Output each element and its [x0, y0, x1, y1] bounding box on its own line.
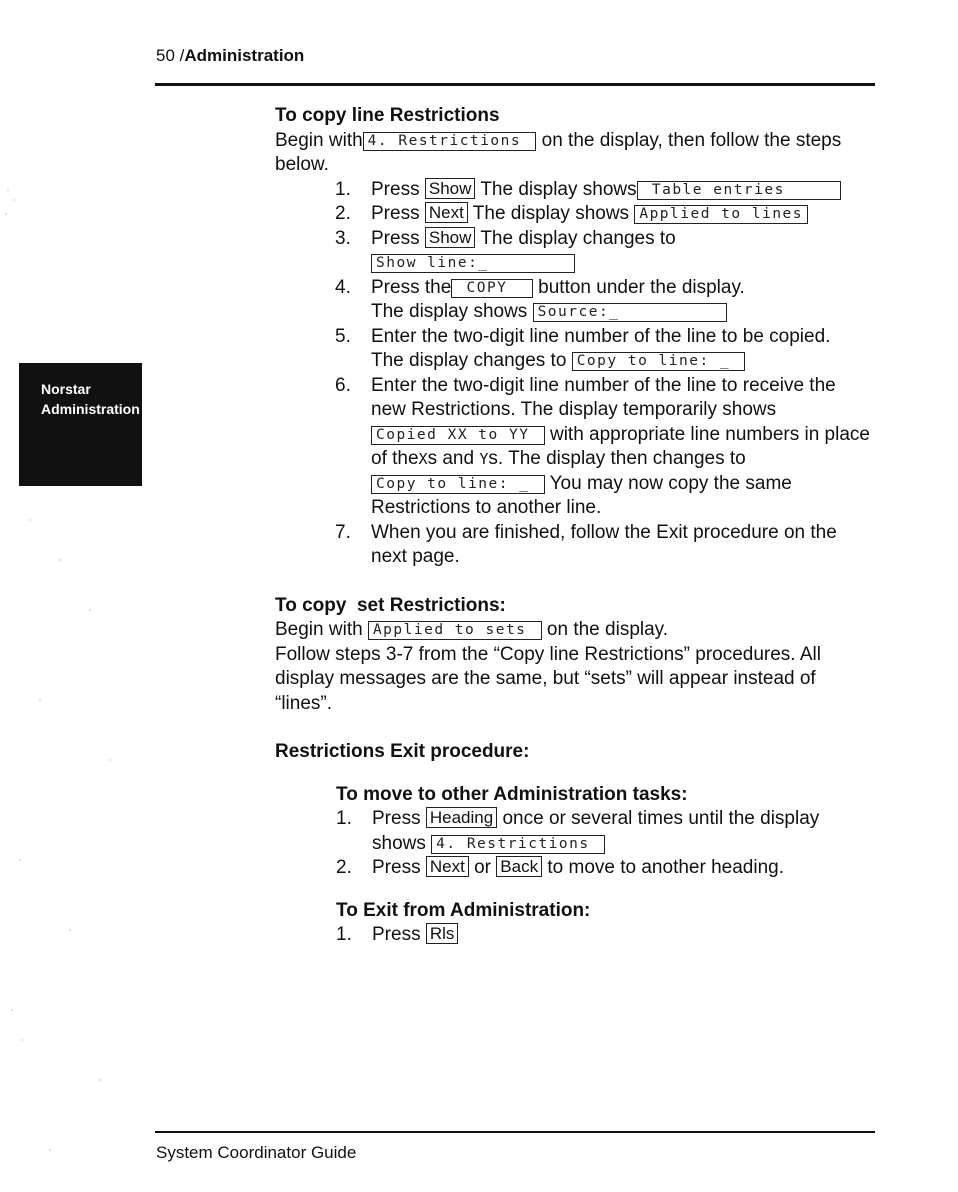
section-tab: [19, 363, 142, 486]
copy-sets-intro: [275, 618, 875, 643]
step-text: once or several times until the display: [502, 808, 820, 829]
page-number: 50 /: [156, 46, 185, 65]
lcd-display: Copy to line: _: [572, 352, 746, 371]
exit-heading: Restrictions Exit procedure:: [275, 741, 530, 762]
step-text: The display shows: [480, 178, 637, 200]
header-rule: [155, 83, 875, 86]
lcd-display: Copied XX to YY: [371, 426, 545, 445]
step-number: 3.: [335, 227, 351, 249]
step-text: Press: [372, 857, 421, 878]
step-text: with appropriate line numbers in place of the: [371, 423, 870, 469]
step-6: [275, 374, 875, 521]
lcd-display: 4. Restrictions: [431, 835, 605, 854]
next-key: Next: [425, 202, 468, 223]
step-number: 1.: [335, 178, 351, 200]
move-heading: To move to other Administration tasks:: [336, 783, 688, 805]
step-text: Press: [372, 924, 421, 945]
step-text: or: [474, 857, 492, 878]
lcd-display: Applied to lines: [634, 205, 808, 224]
step-number: 4.: [335, 276, 351, 298]
step-text: s and: [427, 448, 475, 469]
step-text: Press: [372, 808, 421, 829]
step-text: s. The display then changes to: [488, 448, 746, 469]
exit-steps: [336, 923, 875, 948]
intro-text: Begin with: [275, 619, 363, 640]
step-text: The display changes to: [480, 227, 676, 249]
intro-text: Begin with: [275, 129, 363, 151]
step-number: 5.: [335, 325, 351, 347]
step-1: [275, 178, 875, 203]
step-text: button under the display.: [538, 276, 745, 298]
step-number: 6.: [335, 374, 351, 396]
step-5: [275, 325, 875, 374]
intro-text-after: on the display, then follow the steps below.: [275, 129, 842, 175]
show-key: Show: [425, 178, 476, 199]
step-4: [275, 276, 875, 325]
next-key: Next: [426, 856, 469, 877]
step-7: [275, 521, 875, 570]
move-step-1: [336, 807, 875, 856]
back-key: Back: [496, 856, 542, 877]
page-footer: System Coordinator Guide: [156, 1143, 357, 1162]
step-number: 7.: [335, 521, 351, 543]
copy-lines-steps: [275, 178, 875, 570]
step-number: 2.: [335, 203, 351, 224]
exit-step-1: [336, 923, 875, 948]
y-glyph: Y: [479, 450, 489, 468]
move-step-2: [336, 856, 875, 881]
step-number: 2.: [336, 857, 352, 878]
copy-sets-body: Follow steps 3-7 from the “Copy line Restrictions” procedures. All display messages are the same, but “sets” will appear instead of “lines”.: [275, 643, 821, 714]
copy-sets-heading: To copy set Restrictions:: [275, 594, 506, 616]
step-2: [275, 202, 875, 227]
move-section: [275, 783, 875, 948]
page-header: [156, 46, 304, 66]
intro-text-after: on the display.: [546, 619, 669, 640]
tab-line-2: Administration: [41, 401, 140, 417]
step-text: The display shows: [472, 203, 630, 224]
step-text: When you are finished, follow the Exit procedure on the next page.: [371, 521, 837, 567]
heading-key: Heading: [426, 807, 497, 828]
lcd-display: Show line:_: [371, 254, 575, 273]
lcd-display: Copy to line: _: [371, 475, 545, 494]
copy-softkey: COPY: [451, 279, 533, 298]
rls-key: Rls: [426, 923, 459, 944]
step-text: The display shows: [371, 301, 528, 322]
lcd-display: Table entries: [637, 181, 841, 200]
step-text: to move to another heading.: [547, 857, 784, 878]
move-steps: [336, 807, 875, 881]
exit-admin-heading: To Exit from Administration:: [336, 899, 591, 921]
step-text: Press: [371, 178, 420, 200]
show-key: Show: [425, 227, 476, 248]
scan-noise-margin: [0, 0, 150, 1192]
step-3: [275, 227, 875, 276]
step-number: 1.: [336, 924, 352, 945]
step-text: Enter the two-digit line number of the line to be copied.: [371, 325, 831, 347]
step-text: Press the: [371, 276, 452, 298]
tab-line-1: Norstar: [41, 381, 91, 397]
step-text: Enter the two-digit line number of the line to receive the new Restrictions. The display temporarily shows: [371, 374, 836, 420]
copy-lines-intro: [275, 129, 875, 178]
step-number: 1.: [336, 808, 352, 829]
step-text: The display changes to: [371, 350, 567, 371]
section-title: Administration: [184, 46, 305, 65]
step-text: Press: [371, 203, 420, 224]
lcd-display: 4. Restrictions: [363, 132, 537, 151]
step-text: You may now copy the same Restrictions to another line.: [371, 472, 792, 518]
footer-rule: [155, 1131, 875, 1133]
step-text: Press: [371, 227, 420, 249]
lcd-display: Applied to sets: [368, 621, 542, 640]
copy-lines-heading: To copy line Restrictions: [275, 105, 500, 126]
x-glyph: X: [418, 450, 428, 468]
lcd-display: Source:_: [533, 303, 727, 322]
step-text: shows: [372, 832, 426, 854]
main-content: [275, 104, 875, 948]
